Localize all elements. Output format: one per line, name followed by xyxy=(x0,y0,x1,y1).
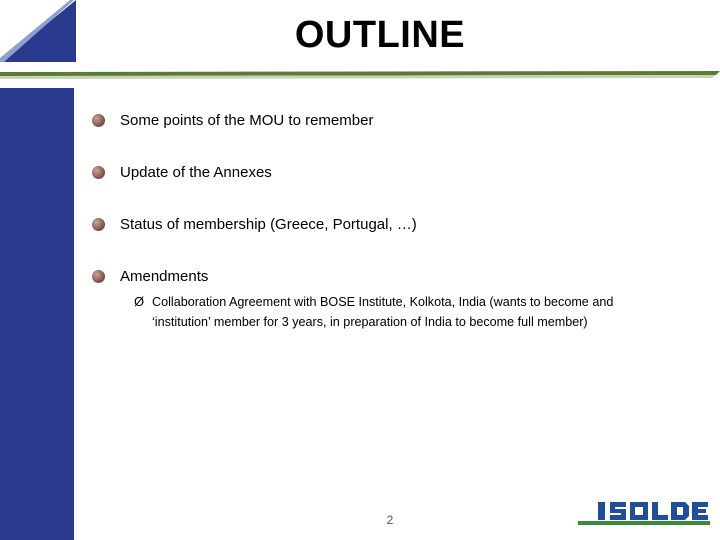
bullet-text: Update of the Annexes xyxy=(120,163,272,181)
slide-title: OUTLINE xyxy=(294,14,466,56)
isolde-logo xyxy=(578,496,712,528)
bullet-text: Amendments xyxy=(120,267,209,285)
left-sidebar-bar xyxy=(0,88,74,540)
bullet-icon xyxy=(92,166,105,179)
corner-triangle-decoration xyxy=(0,0,76,62)
bullet-icon xyxy=(92,218,105,231)
bullet-icon xyxy=(92,270,105,283)
arrow-bullet-icon: Ø xyxy=(134,294,145,309)
bullet-text: Status of membership (Greece, Portugal, …) xyxy=(120,215,417,233)
bullet-item xyxy=(92,264,208,288)
header-divider-line xyxy=(0,68,720,80)
sub-bullet-text: Collaboration Agreement with BOSE Institute, Kolkota, India (wants to become and ‘institution’ member for 3 years, in preparation of India to become full member) xyxy=(152,295,614,329)
page-number: 2 xyxy=(386,513,394,527)
bullet-icon xyxy=(92,114,105,127)
bullet-item xyxy=(92,212,417,236)
sub-bullet-item xyxy=(134,292,664,332)
bullet-item xyxy=(92,108,373,132)
bullet-text: Some points of the MOU to remember xyxy=(120,111,374,129)
bullet-item xyxy=(92,160,272,184)
